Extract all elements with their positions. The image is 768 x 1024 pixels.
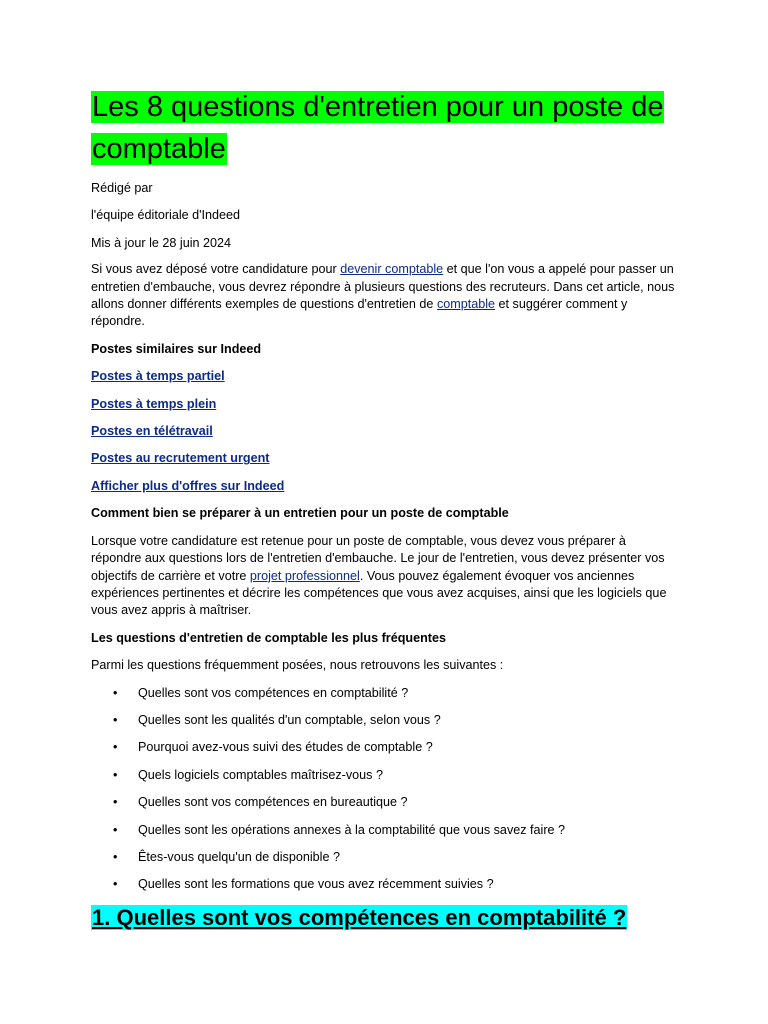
list-item — [91, 767, 677, 784]
frequent-questions-heading: Les questions d'entretien de comptable les plus fréquentes — [91, 630, 446, 645]
bullet-icon: • — [113, 877, 118, 892]
questions-list — [91, 685, 677, 894]
question-text: Pourquoi avez-vous suivi des études de comptable ? — [138, 740, 433, 755]
list-item — [91, 739, 677, 756]
question-text: Êtes-vous quelqu'un de disponible ? — [138, 849, 340, 864]
intro-text-1: Si vous avez déposé votre candidature pour — [91, 262, 341, 277]
bullet-icon: • — [113, 849, 118, 864]
link-projet-professionnel[interactable]: projet professionnel — [249, 568, 360, 583]
prep-heading: Comment bien se préparer à un entretien pour un poste de comptable — [91, 506, 509, 521]
bullet-icon: • — [113, 685, 118, 700]
intro-paragraph — [91, 261, 677, 331]
intro-text-3: et suggérer comment y répondre. — [91, 297, 628, 329]
byline-author: l'équipe éditoriale d'Indeed — [91, 208, 241, 223]
bullet-icon: • — [113, 767, 118, 782]
list-item — [91, 876, 677, 893]
prep-text-1: Lorsque votre candidature est retenue pour un poste de comptable, vous devez vous préparer à répondre aux questions lors de l'entretien d'embauche. Le jour de l'entretien, vous devez présenter vos objectifs de carrière et votre — [91, 533, 665, 583]
link-remote-jobs[interactable]: Postes en télétravail — [91, 424, 213, 439]
document-page — [91, 86, 677, 934]
similar-jobs-heading: Postes similaires sur Indeed — [91, 341, 262, 356]
updated-date: Mis à jour le 28 juin 2024 — [91, 235, 232, 250]
link-full-time-jobs[interactable]: Postes à temps plein — [91, 396, 217, 411]
list-item — [91, 849, 677, 866]
link-comptable[interactable]: comptable — [436, 297, 496, 312]
section-1-title — [91, 902, 677, 934]
prep-text-2: . Vous pouvez également évoquer vos anciennes expériences pertinentes et décrire les compétences que vous avez acquises, ainsi que les logiciels que vous avez appris à maîtriser. — [91, 568, 667, 618]
bullet-icon: • — [113, 712, 118, 727]
list-item — [91, 712, 677, 729]
question-text: Quelles sont les qualités d'un comptable, selon vous ? — [138, 712, 441, 727]
frequent-questions-intro: Parmi les questions fréquemment posées, nous retrouvons les suivantes : — [91, 658, 504, 673]
question-text: Quels logiciels comptables maîtrisez-vous ? — [138, 767, 383, 782]
page-title-text: Les 8 questions d'entretien pour un poste de comptable — [92, 91, 664, 165]
bullet-icon: • — [113, 740, 118, 755]
link-devenir-comptable[interactable]: devenir comptable — [340, 262, 444, 277]
list-item — [91, 822, 677, 839]
intro-text-2: et que l'on vous a appelé pour passer un entretien d'embauche, vous devrez répondre à plusieurs questions des recruteurs. Dans cet article, nous allons donner différents exemples de questions d'entretien de — [91, 262, 675, 312]
page-title — [91, 86, 677, 170]
link-part-time-jobs[interactable]: Postes à temps partiel — [91, 369, 225, 384]
list-item — [91, 685, 677, 702]
prep-paragraph — [91, 533, 677, 620]
question-text: Quelles sont vos compétences en comptabilité ? — [138, 685, 409, 700]
section-1-title-text: 1. Quelles sont vos compétences en comptabilité ? — [92, 904, 627, 930]
bullet-icon: • — [113, 795, 118, 810]
bullet-icon: • — [113, 822, 118, 837]
question-text: Quelles sont les opérations annexes à la comptabilité que vous savez faire ? — [138, 822, 566, 837]
byline-label: Rédigé par — [91, 181, 153, 195]
link-more-offers[interactable]: Afficher plus d'offres sur Indeed — [91, 478, 285, 493]
link-urgent-jobs[interactable]: Postes au recrutement urgent — [91, 451, 270, 466]
list-item — [91, 794, 677, 811]
question-text: Quelles sont vos compétences en bureautique ? — [138, 795, 408, 810]
question-text: Quelles sont les formations que vous avez récemment suivies ? — [138, 877, 494, 892]
